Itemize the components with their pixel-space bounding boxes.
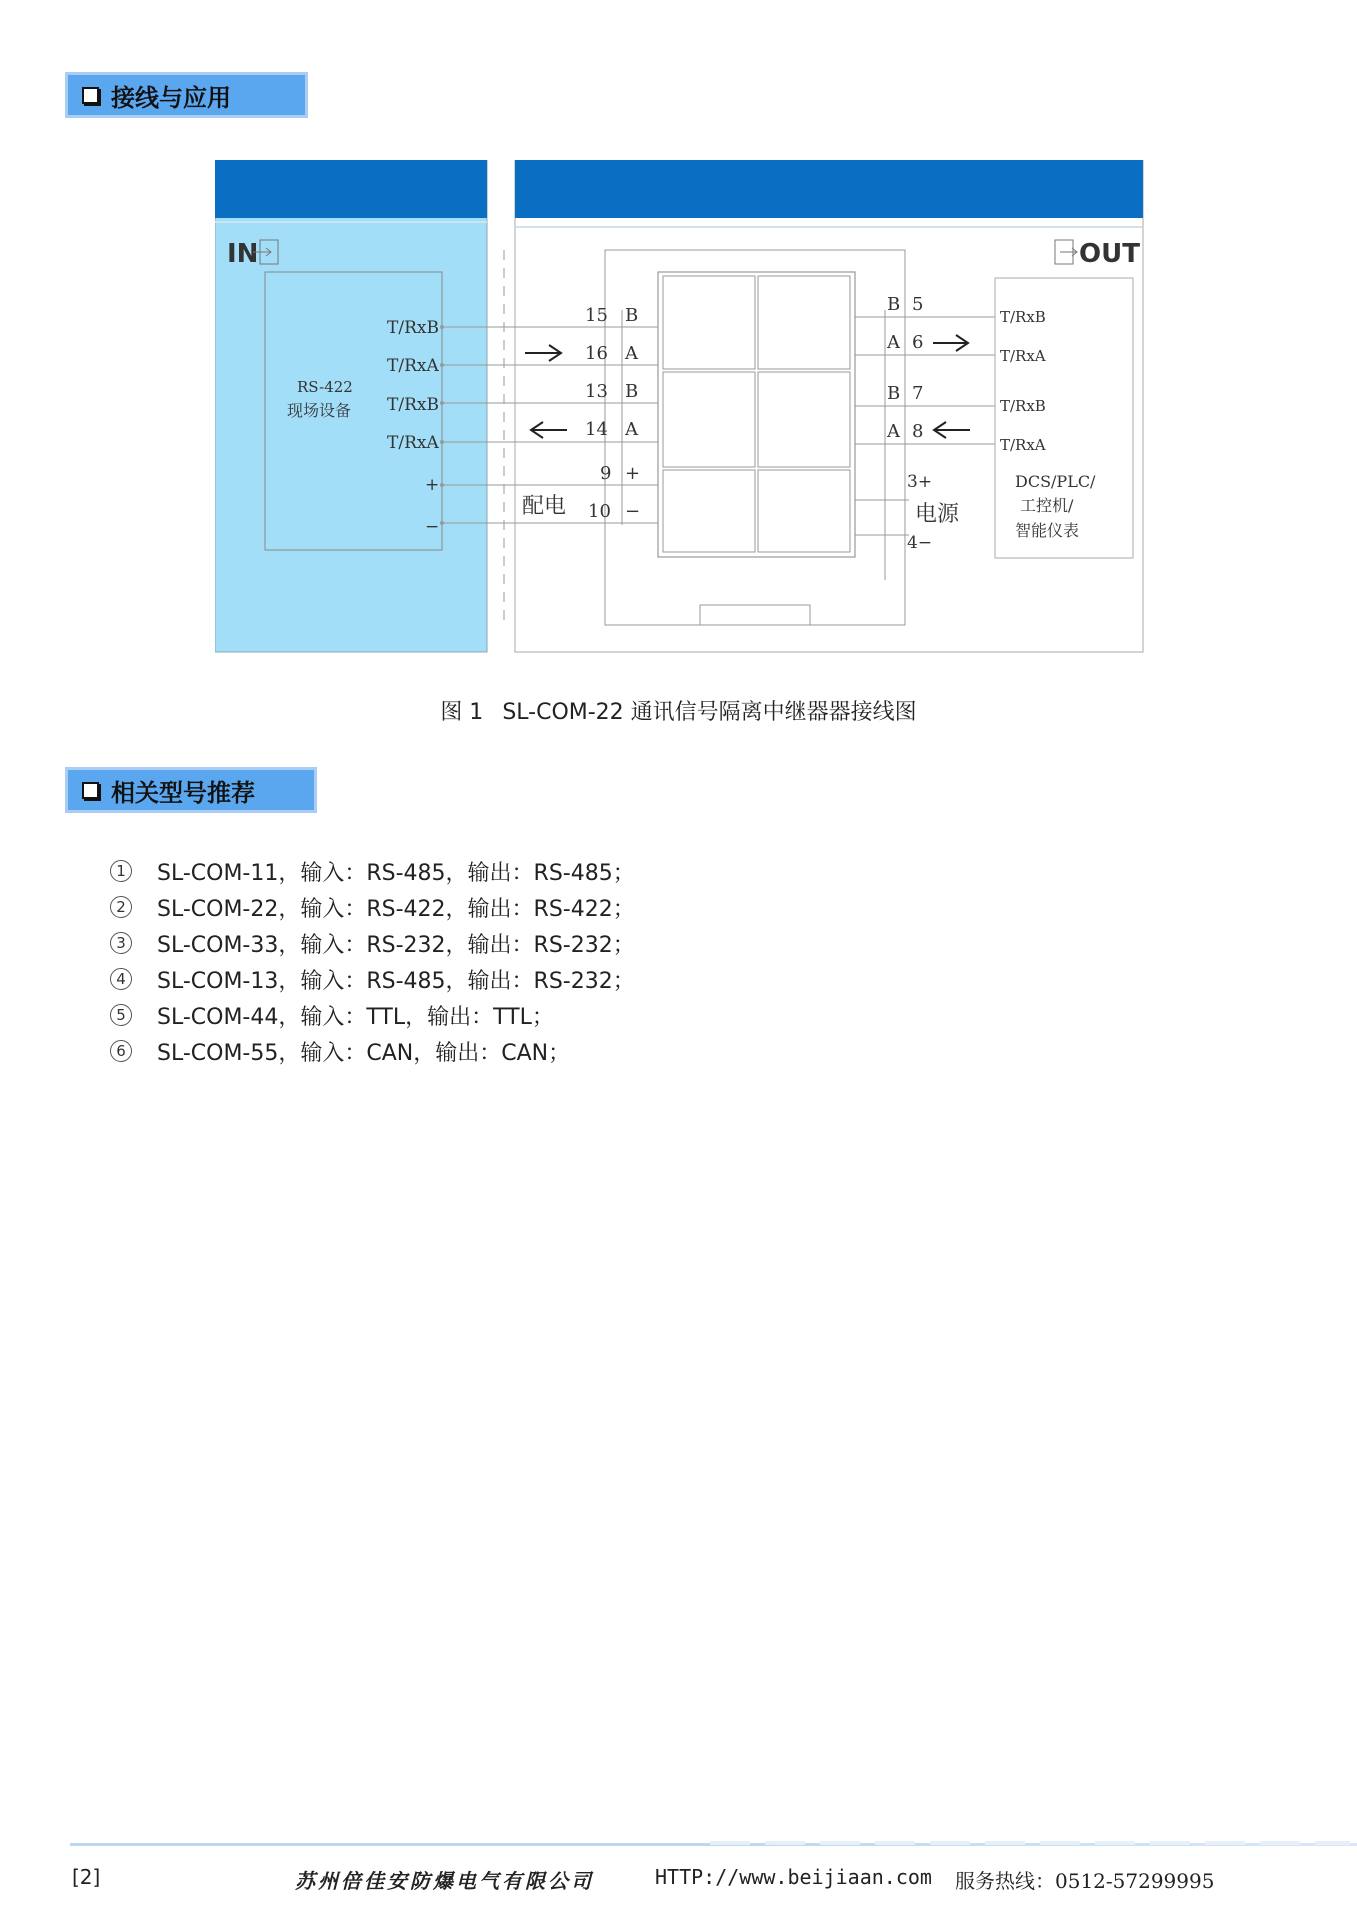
power-supply-label: 电源 xyxy=(915,502,960,527)
page-number: [2] xyxy=(72,1865,101,1889)
wiring-diagram xyxy=(215,160,1145,655)
terminal-number: 5 xyxy=(912,294,924,315)
device-label-2: 工控机/ xyxy=(1020,496,1074,515)
terminal-signal: B xyxy=(887,294,901,315)
circled-number: 4 xyxy=(110,968,132,990)
terminal-number: 9 xyxy=(600,463,612,484)
model-text: SL-COM-22，输入：RS-422，输出：RS-422； xyxy=(157,896,635,922)
terminal-number: 15 xyxy=(585,305,608,326)
list-item xyxy=(110,1033,635,1069)
pin-label: T/RxB xyxy=(1000,397,1046,415)
terminal-number: 14 xyxy=(585,419,608,440)
power-distribution-label: 配电 xyxy=(522,494,567,519)
terminal-number: 10 xyxy=(588,501,611,522)
company-name: 苏州倍佳安防爆电气有限公司 xyxy=(295,1869,594,1893)
list-item xyxy=(110,853,635,889)
terminal-signal: A xyxy=(625,343,638,364)
checkbox-square-icon xyxy=(82,782,99,799)
section-header-wiring xyxy=(65,72,308,118)
in-label: IN xyxy=(227,239,259,269)
circled-number: 2 xyxy=(110,896,132,918)
terminal-number: 16 xyxy=(585,343,608,364)
terminal-number: 13 xyxy=(585,381,608,402)
input-panel-header xyxy=(215,160,487,218)
terminal-signal: A xyxy=(887,421,900,442)
power-terminal: 3+ xyxy=(907,472,933,492)
model-text: SL-COM-13，输入：RS-485，输出：RS-232； xyxy=(157,968,635,994)
terminal-signal: + xyxy=(625,463,641,484)
figure-title: SL-COM-22 通讯信号隔离中继器器接线图 xyxy=(502,700,917,725)
device-label-1: DCS/PLC/ xyxy=(1015,472,1096,491)
circled-number: 1 xyxy=(110,860,132,882)
pin-label: T/RxA xyxy=(1000,347,1046,365)
section-title: 相关型号推荐 xyxy=(111,778,255,807)
website-url: HTTP://www.beijiaan.com xyxy=(655,1865,932,1889)
terminal-signal: A xyxy=(625,419,638,440)
device-label-2: 现场设备 xyxy=(287,401,352,420)
circled-number: 6 xyxy=(110,1040,132,1062)
circled-number: 5 xyxy=(110,1004,132,1026)
pin-label: + xyxy=(425,475,440,495)
checkbox-square-icon xyxy=(82,87,99,104)
service-hotline: 服务热线：0512-57299995 xyxy=(955,1869,1215,1893)
terminal-signal: B xyxy=(625,381,639,402)
model-text: SL-COM-55，输入：CAN，输出：CAN； xyxy=(157,1040,571,1066)
out-label: OUT xyxy=(1079,239,1140,269)
section-header-models xyxy=(65,767,317,813)
pin-label: T/RxB xyxy=(1000,308,1046,326)
figure-caption xyxy=(0,695,1357,726)
terminal-signal: B xyxy=(625,305,639,326)
model-text: SL-COM-11，输入：RS-485，输出：RS-485； xyxy=(157,860,635,886)
model-text: SL-COM-33，输入：RS-232，输出：RS-232； xyxy=(157,932,635,958)
list-item xyxy=(110,961,635,997)
pin-label: T/RxA xyxy=(387,433,439,453)
terminal-number: 6 xyxy=(912,332,924,353)
terminal-signal: A xyxy=(887,332,900,353)
pin-label: − xyxy=(425,517,440,537)
power-terminal: 4− xyxy=(907,533,933,553)
footer-divider-dashes xyxy=(710,1841,1350,1845)
pin-label: T/RxB xyxy=(387,395,439,415)
pin-label: T/RxA xyxy=(1000,436,1046,454)
figure-number: 图 1 xyxy=(440,700,484,725)
terminal-number: 8 xyxy=(912,421,924,442)
section-title: 接线与应用 xyxy=(111,83,231,112)
list-item xyxy=(110,925,635,961)
device-label-1: RS-422 xyxy=(297,378,353,396)
circled-number: 3 xyxy=(110,932,132,954)
model-text: SL-COM-44，输入：TTL，输出：TTL； xyxy=(157,1004,554,1030)
pin-label: T/RxA xyxy=(387,356,439,376)
list-item xyxy=(110,997,635,1033)
device-label-3: 智能仪表 xyxy=(1015,521,1080,540)
pin-label: T/RxB xyxy=(387,318,439,338)
terminal-number: 7 xyxy=(912,383,924,404)
terminal-signal: B xyxy=(887,383,901,404)
output-panel-header xyxy=(515,160,1143,218)
model-list xyxy=(110,853,635,1069)
terminal-signal: − xyxy=(625,501,641,522)
list-item xyxy=(110,889,635,925)
